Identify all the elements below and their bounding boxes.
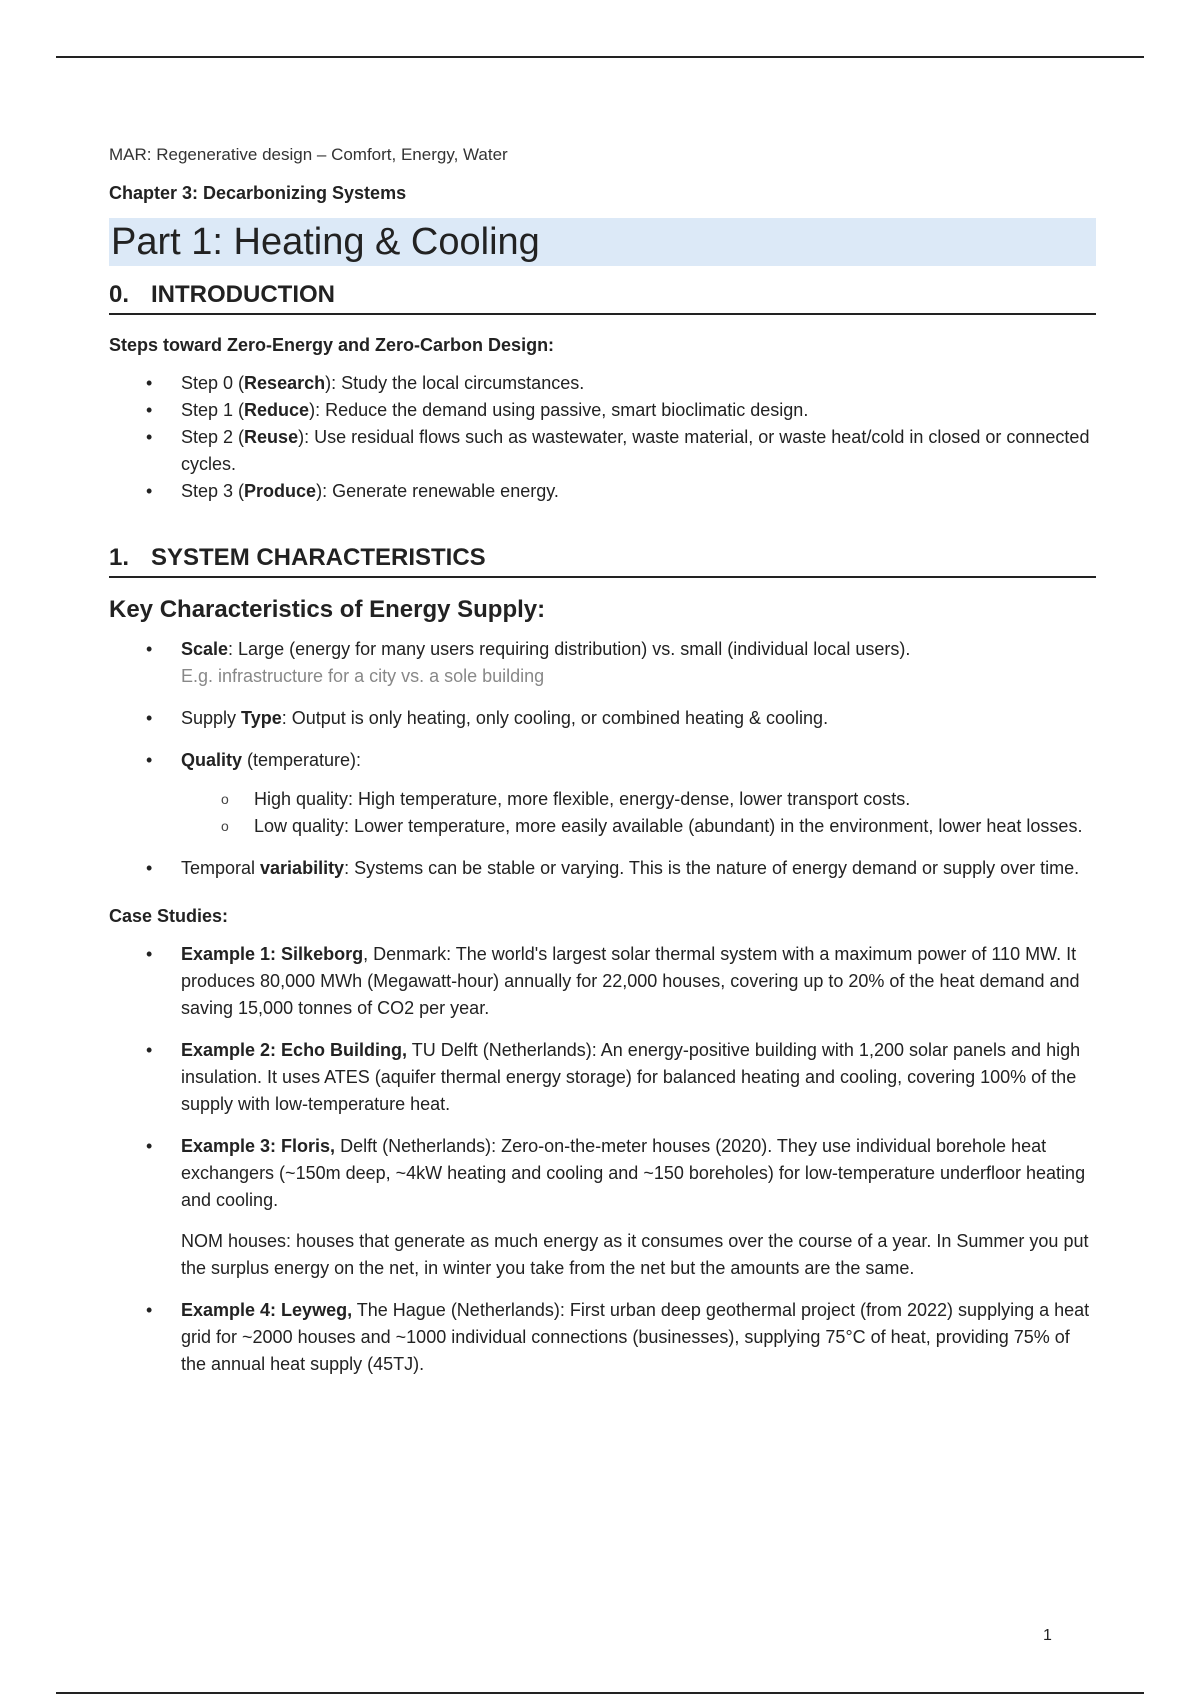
- page-content: [109, 145, 1096, 1393]
- case-studies-list: [109, 941, 1096, 1378]
- section-number: 1.: [109, 544, 130, 571]
- step-label: Produce: [244, 481, 317, 501]
- step-text: ): Reduce the demand using passive, smart bioclimatic design.: [309, 400, 809, 420]
- steps-list: [109, 370, 1096, 505]
- section-title: SYSTEM CHARACTERISTICS: [151, 544, 486, 571]
- section-title: INTRODUCTION: [151, 281, 335, 308]
- top-rule: [56, 56, 1144, 58]
- part-title: Part 1: Heating & Cooling: [109, 218, 1096, 266]
- step-text: ): Use residual flows such as wastewater, waste material, or waste heat/cold in closed or connected cycles.: [181, 427, 1090, 474]
- step-prefix: Step 0 (: [181, 373, 245, 393]
- example-title: Example 4: Leyweg,: [181, 1300, 353, 1320]
- scale-text: : Large (energy for many users requiring distribution) vs. small (individual local users).: [228, 639, 911, 659]
- step-label: Research: [244, 373, 326, 393]
- section-heading-system-characteristics: [109, 543, 1096, 578]
- course-title: MAR: Regenerative design – Comfort, Energy, Water: [109, 145, 508, 164]
- nom-houses-note: NOM houses: houses that generate as much energy as it consumes over the course of a year. In Summer you put the surplus energy on the net, in winter you take from the net but the amounts are the same.: [181, 1231, 1089, 1278]
- type-prefix: Supply: [181, 708, 242, 728]
- step-prefix: Step 2 (: [181, 427, 245, 447]
- list-item: [181, 424, 1096, 478]
- example-text: , Denmark: The world's largest solar thermal system with a maximum power of 110 MW. It produces 80,000 MWh (Megawatt-hour) annually for 22,000 houses, covering up to 20% of the heat demand and saving 15,000 tonnes of CO2 per year.: [181, 944, 1080, 1018]
- type-label: Type: [241, 708, 282, 728]
- section-heading-introduction: [109, 280, 1096, 315]
- sub-list-item: o High quality: High temperature, more flexible, energy-dense, lower transport costs.: [254, 786, 1096, 813]
- variability-text: : Systems can be stable or varying. This is the nature of energy demand or supply over time.: [344, 858, 1080, 878]
- steps-heading: Steps toward Zero-Energy and Zero-Carbon Design:: [109, 335, 555, 355]
- characteristics-list: [109, 636, 1096, 882]
- list-item-scale: [181, 636, 1096, 690]
- example-text: Delft (Netherlands): Zero-on-the-meter houses (2020). They use individual borehole heat exchangers (~150m deep, ~4kW heating and cooling and ~150 boreholes) for low-temperature underfloor heating and cooling.: [181, 1136, 1086, 1210]
- list-item-variability: [181, 855, 1096, 882]
- sub-list-item: o Low quality: Lower temperature, more easily available (abundant) in the environment, lower heat losses.: [254, 813, 1096, 840]
- list-item-example-4: [181, 1297, 1096, 1378]
- step-label: Reuse: [244, 427, 299, 447]
- case-studies-heading: Case Studies:: [109, 906, 229, 926]
- list-item-example-3: [181, 1133, 1096, 1282]
- bottom-rule: [56, 1692, 1144, 1694]
- list-item: [181, 370, 1096, 397]
- quality-text: (temperature):: [242, 750, 362, 770]
- list-item: [181, 397, 1096, 424]
- scale-note: E.g. infrastructure for a city vs. a sole building: [181, 666, 545, 686]
- chapter-title: Chapter 3: Decarbonizing Systems: [109, 183, 407, 203]
- list-item-type: [181, 705, 1096, 732]
- list-item-example-1: [181, 941, 1096, 1022]
- step-text: ): Generate renewable energy.: [316, 481, 559, 501]
- scale-label: Scale: [181, 639, 229, 659]
- variability-label: variability: [260, 858, 345, 878]
- example-title: Example 2: Echo Building,: [181, 1040, 408, 1060]
- example-title: Example 3: Floris,: [181, 1136, 336, 1156]
- example-text: TU Delft (Netherlands): An energy-positive building with 1,200 solar panels and high insulation. It uses ATES (aquifer thermal energy storage) for balanced heating and cooling, covering 100% of the supply with low-temperature heat.: [181, 1040, 1081, 1114]
- step-prefix: Step 3 (: [181, 481, 245, 501]
- quality-sublist: [181, 786, 1096, 840]
- section-number: 0.: [109, 281, 130, 308]
- key-characteristics-heading: Key Characteristics of Energy Supply:: [109, 596, 546, 623]
- step-label: Reduce: [244, 400, 310, 420]
- type-text: : Output is only heating, only cooling, or combined heating & cooling.: [281, 708, 829, 728]
- list-item-example-2: [181, 1037, 1096, 1118]
- quality-label: Quality: [181, 750, 243, 770]
- variability-prefix: Temporal: [181, 858, 261, 878]
- list-item-quality: [181, 747, 1096, 840]
- example-title: Example 1: Silkeborg: [181, 944, 364, 964]
- list-item: [181, 478, 1096, 505]
- step-text: ): Study the local circumstances.: [325, 373, 585, 393]
- step-prefix: Step 1 (: [181, 400, 245, 420]
- example-text: The Hague (Netherlands): First urban deep geothermal project (from 2022) supplying a heat grid for ~2000 houses and ~1000 individual connections (businesses), supplying 75°C of heat, providing 75% of the annual heat supply (45TJ).: [181, 1300, 1090, 1374]
- page-number: 1: [1043, 1627, 1052, 1644]
